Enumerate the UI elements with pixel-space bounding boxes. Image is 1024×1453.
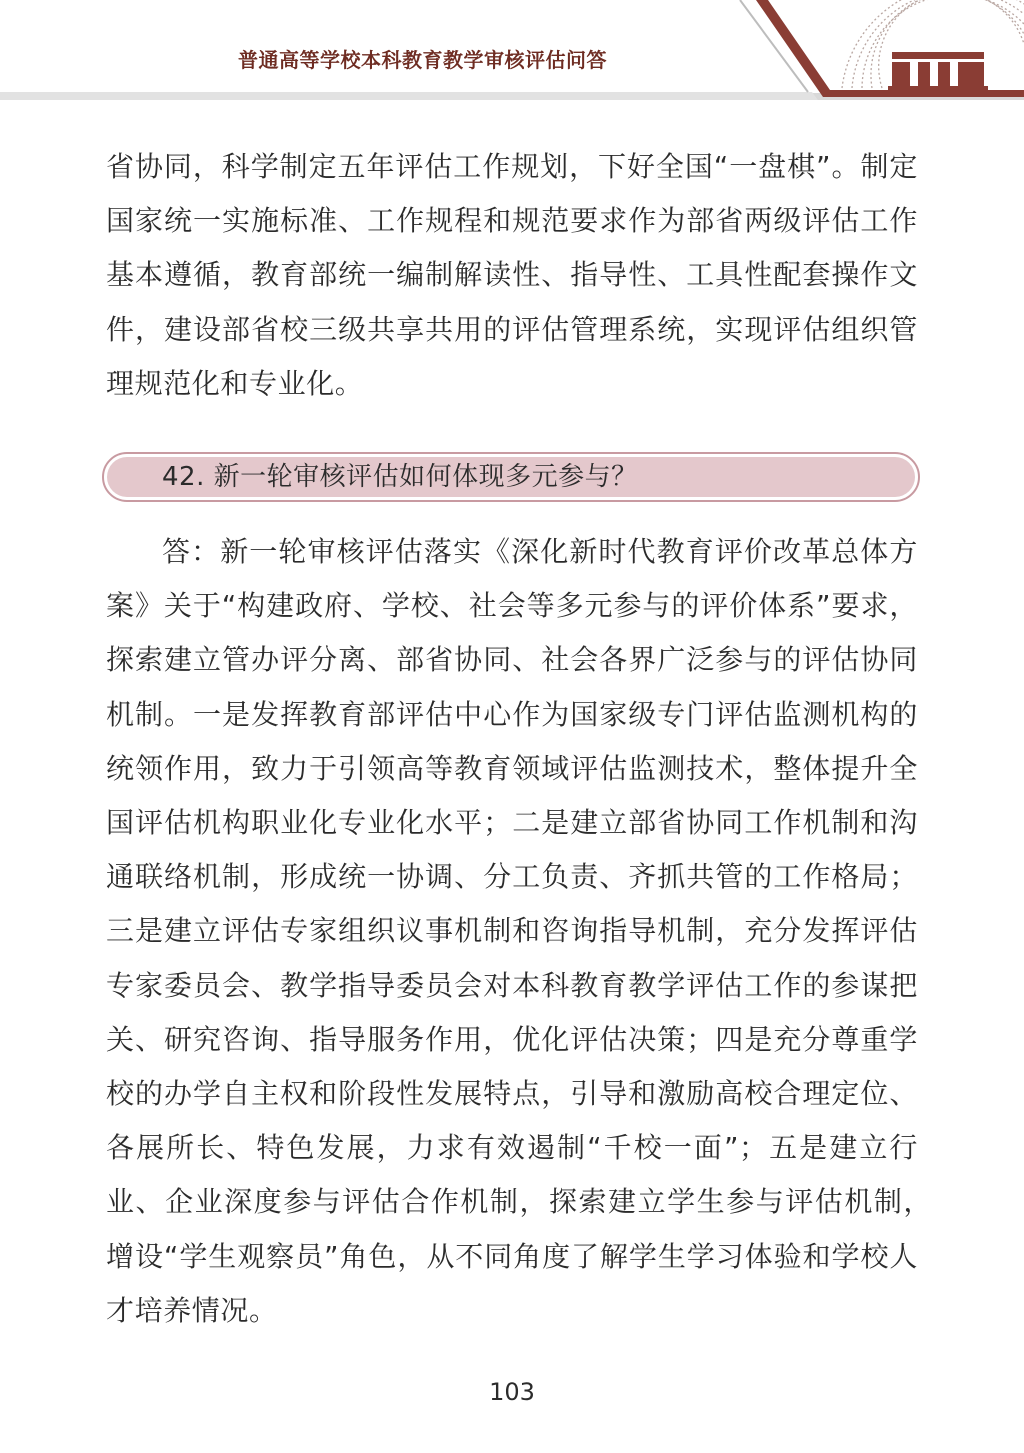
question-heading: 42. 新一轮审核评估如何体现多元参与？ [162, 462, 638, 492]
page-header [0, 0, 1024, 100]
continued-paragraph: 省协同，科学制定五年评估工作规划，下好全国“一盘棋”。制定国家统一实施标准、工作规程和规范要求作为部省两级评估工作基本遵循，教育部统一编制解读性、指导性、工具性配套操作文件，建设部省校三级共享共用的评估管理系统，实现评估组织管理规范化和专业化。 [106, 150, 918, 400]
page-number: 103 [489, 1378, 535, 1406]
answer-paragraph: 答：新一轮审核评估落实《深化新时代教育评价改革总体方案》关于“构建政府、学校、社会等多元参与的评价体系”要求，探索建立管办评分离、部省协同、社会各界广泛参与的评估协同机制。一是发挥教育部评估中心作为国家级专门评估监测机构的统领作用，致力于引领高等教育领域评估监测技术，整体提升全国评估机构职业化专业化水平；二是建立部省协同工作机制和沟通联络机制，形成统一协调、分工负责、齐抓共管的工作格局；三是建立评估专家组织议事机制和咨询指导机制，充分发挥评估专家委员会、教学指导委员会对本科教育教学评估工作的参谋把关、研究咨询、指导服务作用，优化评估决策；四是充分尊重学校的办学自主权和阶段性发展特点，引导和激励高校合理定位、各展所长、特色发展，力求有效遏制“千校一面”；五是建立行业、企业深度参与评估合作机制，探索建立学生参与评估机制， 增设“学生观察员”角色，从不同角度了解学生学习体验和学校人才培养情况。 [106, 535, 947, 1327]
question-heading-banner [102, 452, 920, 502]
building-emblem-icon [888, 46, 988, 90]
running-header-title: 普通高等学校本科教育教学审核评估问答 [238, 48, 607, 72]
